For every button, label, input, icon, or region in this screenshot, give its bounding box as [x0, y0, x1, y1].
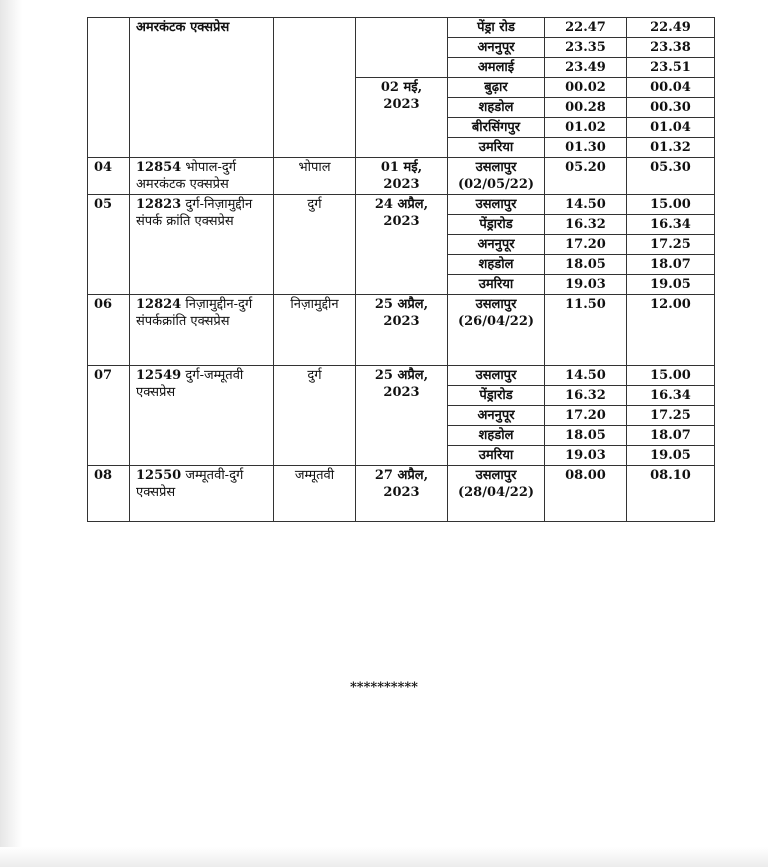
serial-number — [88, 18, 130, 158]
train-name-cell — [130, 466, 274, 522]
departure-time: 22.49 — [627, 18, 715, 38]
departure-time: 17.25 — [627, 235, 715, 255]
train-name: निज़ामुद्दीन-दुर्ग संपर्कक्रांति एक्सप्रेस — [136, 297, 253, 329]
arrival-time: 17.20 — [545, 235, 627, 255]
arrival-time: 11.50 — [545, 295, 627, 366]
departure-time: 08.10 — [627, 466, 715, 522]
train-name: जम्मूतवी-दुर्ग एक्सप्रेस — [136, 468, 244, 500]
departure-time: 01.32 — [627, 138, 715, 158]
stop-station: उमरिया — [448, 138, 545, 158]
departure-time: 19.05 — [627, 275, 715, 295]
train-number: 12823 — [136, 197, 182, 212]
departure-date: 25 अप्रैल, 2023 — [356, 295, 448, 366]
arrival-time: 14.50 — [545, 366, 627, 386]
stop-station: उसलापुर — [475, 468, 517, 483]
arrival-time: 17.20 — [545, 406, 627, 426]
stop-station-cell — [448, 466, 545, 522]
table-row — [88, 195, 715, 215]
stop-station: उसलापुर — [448, 366, 545, 386]
arrival-time: 18.05 — [545, 255, 627, 275]
train-name-cell — [130, 18, 274, 158]
arrival-time: 16.32 — [545, 386, 627, 406]
stop-station: शहडोल — [448, 426, 545, 446]
departure-time: 18.07 — [627, 426, 715, 446]
departure-time: 00.04 — [627, 78, 715, 98]
arrival-time: 19.03 — [545, 446, 627, 466]
stop-date: (28/04/22) — [457, 485, 535, 500]
departure-date: 27 अप्रैल, 2023 — [356, 466, 448, 522]
stop-station: बुढ़ार — [448, 78, 545, 98]
departure-date: 02 मई, 2023 — [356, 78, 448, 158]
stop-station: शहडोल — [448, 98, 545, 118]
stop-station-cell — [448, 158, 545, 195]
table-row — [88, 295, 715, 366]
table-row — [88, 366, 715, 386]
train-number: 12549 — [136, 368, 182, 383]
departure-date: 24 अप्रैल, 2023 — [356, 195, 448, 295]
stop-station: पेंड्रारोड — [448, 215, 545, 235]
stop-station: शहडोल — [448, 255, 545, 275]
departure-time: 23.38 — [627, 38, 715, 58]
train-name-cell — [130, 195, 274, 295]
departure-time: 16.34 — [627, 215, 715, 235]
departure-time: 16.34 — [627, 386, 715, 406]
serial-number: 06 — [88, 295, 130, 366]
arrival-time: 23.35 — [545, 38, 627, 58]
arrival-time: 08.00 — [545, 466, 627, 522]
arrival-time: 05.20 — [545, 158, 627, 195]
stop-station: उसलापुर — [475, 297, 517, 312]
train-schedule-table — [87, 17, 715, 522]
arrival-time: 18.05 — [545, 426, 627, 446]
train-name: भोपाल-दुर्ग अमरकंटक एक्सप्रेस — [136, 160, 237, 192]
departure-date — [356, 18, 448, 78]
departure-time: 23.51 — [627, 58, 715, 78]
stop-station: पेंड्रा रोड — [448, 18, 545, 38]
arrival-time: 01.02 — [545, 118, 627, 138]
stop-station: अननुपूर — [448, 235, 545, 255]
table-row — [88, 466, 715, 522]
arrival-time: 22.47 — [545, 18, 627, 38]
train-number: 12854 — [136, 160, 182, 175]
train-name-cell — [130, 295, 274, 366]
train-number: 12550 — [136, 468, 182, 483]
arrival-time: 00.02 — [545, 78, 627, 98]
arrival-time: 01.30 — [545, 138, 627, 158]
origin-station: भोपाल — [274, 158, 356, 195]
origin-station: जम्मूतवी — [274, 466, 356, 522]
stop-station: उसलापुर — [475, 160, 517, 175]
page-left-shadow — [0, 0, 22, 867]
departure-date: 01 मई, 2023 — [356, 158, 448, 195]
table-row — [88, 158, 715, 195]
departure-time: 12.00 — [627, 295, 715, 366]
arrival-time: 16.32 — [545, 215, 627, 235]
departure-time: 00.30 — [627, 98, 715, 118]
arrival-time: 19.03 — [545, 275, 627, 295]
stop-station: उमरिया — [448, 275, 545, 295]
arrival-time: 00.28 — [545, 98, 627, 118]
departure-time: 15.00 — [627, 195, 715, 215]
stop-station: बीरसिंगपुर — [448, 118, 545, 138]
origin-station: दुर्ग — [274, 366, 356, 466]
stop-date: (26/04/22) — [457, 314, 535, 329]
train-name: दुर्ग-जम्मूतवी एक्सप्रेस — [136, 368, 244, 400]
serial-number: 05 — [88, 195, 130, 295]
serial-number: 04 — [88, 158, 130, 195]
arrival-time: 23.49 — [545, 58, 627, 78]
stop-station: उमरिया — [448, 446, 545, 466]
arrival-time: 14.50 — [545, 195, 627, 215]
departure-date: 25 अप्रैल, 2023 — [356, 366, 448, 466]
train-number: 12824 — [136, 297, 182, 312]
stop-station: अननुपूर — [448, 406, 545, 426]
train-name-cell — [130, 158, 274, 195]
stop-station: अमलाई — [448, 58, 545, 78]
departure-time: 15.00 — [627, 366, 715, 386]
stop-date: (02/05/22) — [457, 177, 535, 192]
train-name: अमरकंटक एक्सप्रेस — [136, 20, 230, 35]
train-name-cell — [130, 366, 274, 466]
stop-station: उसलापुर — [448, 195, 545, 215]
table-row — [88, 18, 715, 38]
departure-time: 01.04 — [627, 118, 715, 138]
departure-time: 17.25 — [627, 406, 715, 426]
stop-station-cell — [448, 295, 545, 366]
origin-station — [274, 18, 356, 158]
serial-number: 08 — [88, 466, 130, 522]
section-separator: ********** — [350, 680, 418, 695]
train-name: दुर्ग-निज़ामुद्दीन संपर्क क्रांति एक्सप्रेस — [136, 197, 253, 229]
departure-time: 19.05 — [627, 446, 715, 466]
serial-number: 07 — [88, 366, 130, 466]
departure-time: 18.07 — [627, 255, 715, 275]
origin-station: निज़ामुद्दीन — [274, 295, 356, 366]
page-bottom-shadow — [0, 847, 768, 867]
origin-station: दुर्ग — [274, 195, 356, 295]
departure-time: 05.30 — [627, 158, 715, 195]
stop-station: अननुपूर — [448, 38, 545, 58]
stop-station: पेंड्रारोड — [448, 386, 545, 406]
